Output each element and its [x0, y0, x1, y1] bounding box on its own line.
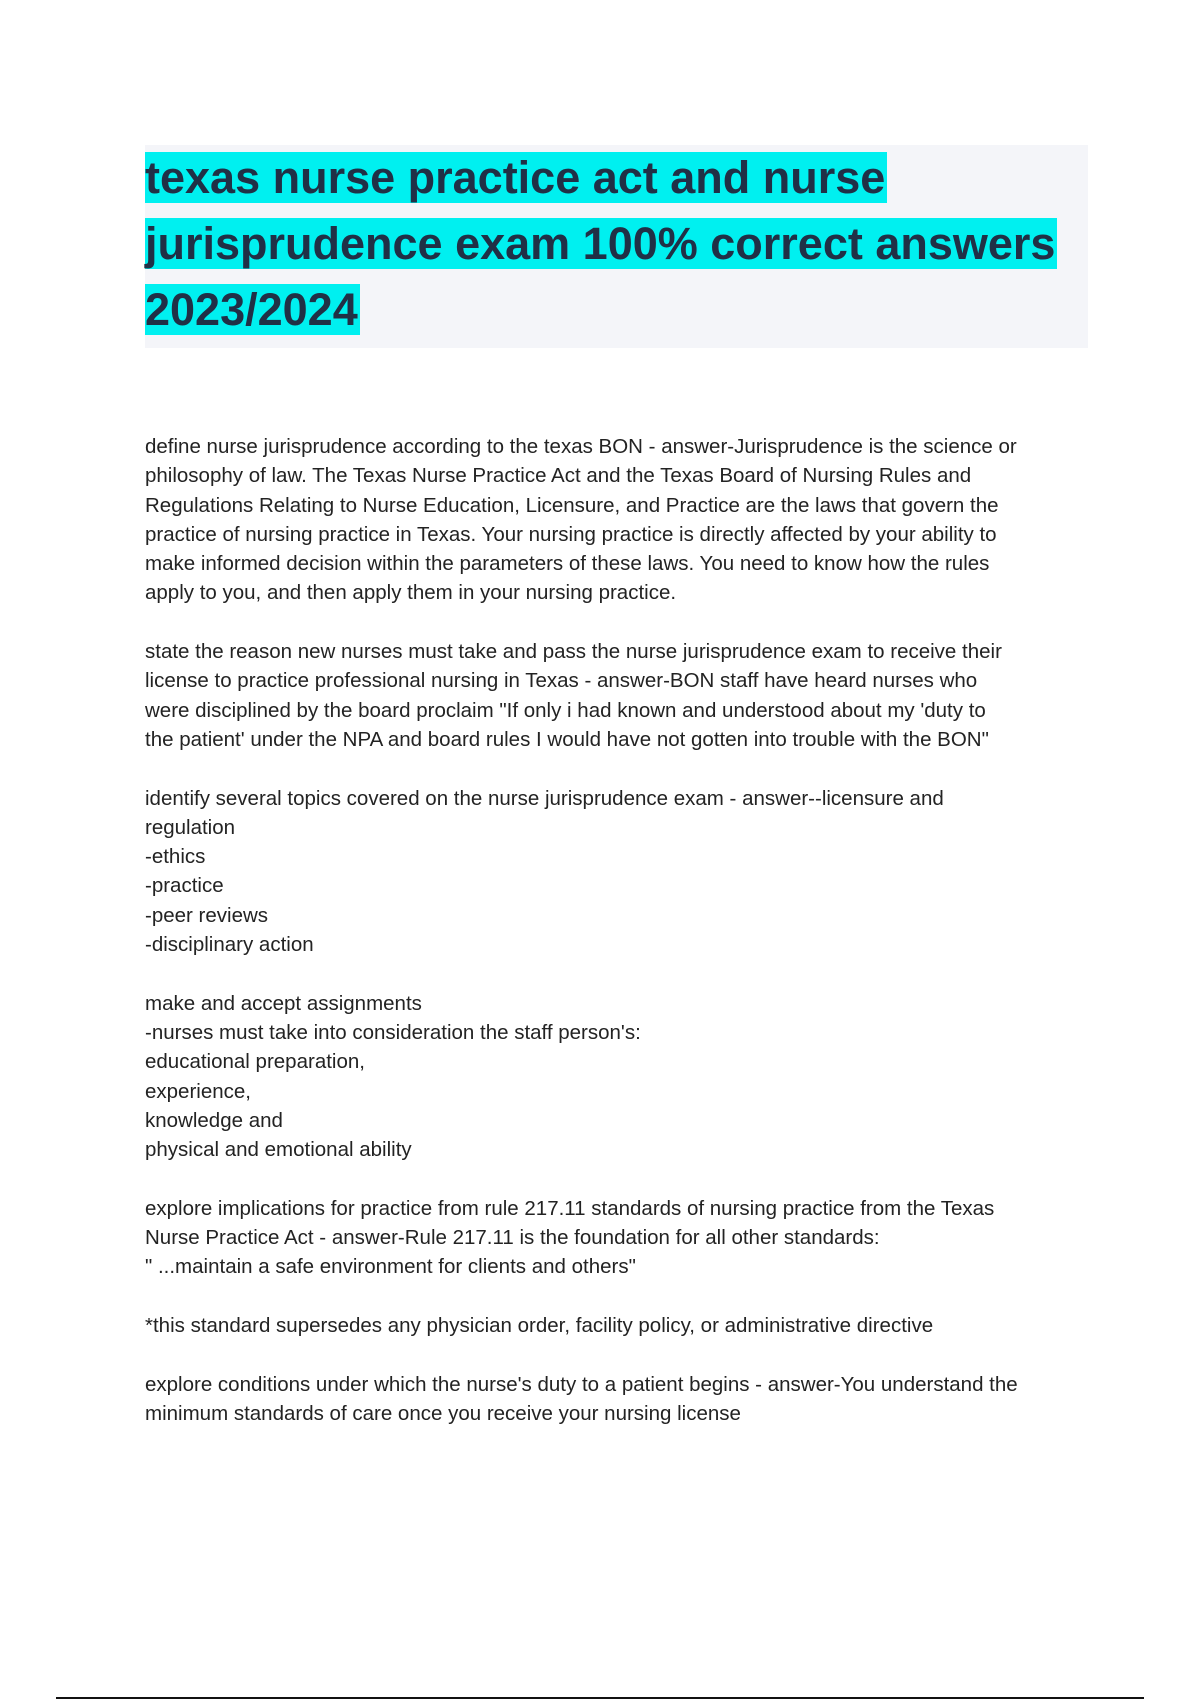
text-line: the patient' under the NPA and board rules I would have not gotten into trouble with the BON" [145, 727, 989, 751]
paragraph-rule-217-11 [145, 1194, 1095, 1282]
text-line: -nurses must take into consideration the staff person's: [145, 1020, 641, 1044]
list-item: knowledge and [145, 1108, 283, 1132]
paragraph-assignments [145, 989, 1095, 1165]
text-line: practice of nursing practice in Texas. Your nursing practice is directly affected by your ability to [145, 522, 997, 546]
text-line: state the reason new nurses must take and pass the nurse jurisprudence exam to receive their [145, 640, 1002, 664]
title-line-3: 2023/2024 [145, 284, 358, 335]
text-line: " ...maintain a safe environment for clients and others" [145, 1255, 636, 1279]
text-line: make and accept assignments [145, 991, 422, 1015]
paragraph-jurisprudence-definition [145, 432, 1095, 608]
text-line: minimum standards of care once you receive your nursing license [145, 1401, 741, 1425]
title-block [145, 145, 1088, 348]
list-item: -practice [145, 874, 224, 898]
document-body [145, 432, 1095, 1457]
list-item: physical and emotional ability [145, 1138, 412, 1162]
footer-divider [56, 1697, 1144, 1699]
list-item: -ethics [145, 845, 206, 869]
title-line-1: texas nurse practice act and nurse [145, 152, 886, 203]
list-item: -disciplinary action [145, 933, 314, 957]
text-line: identify several topics covered on the nurse jurisprudence exam - answer--licensure and [145, 786, 944, 810]
paragraph-duty-begins [145, 1370, 1095, 1429]
text-line: explore implications for practice from rule 217.11 standards of nursing practice from the Texas [145, 1196, 995, 1220]
text-line: license to practice professional nursing in Texas - answer-BON staff have heard nurses who [145, 669, 978, 693]
text-line: *this standard supersedes any physician order, facility policy, or administrative directive [145, 1313, 934, 1337]
title-line-2: jurisprudence exam 100% correct answers [145, 218, 1056, 269]
paragraph-exam-topics [145, 784, 1095, 960]
text-line: Nurse Practice Act - answer-Rule 217.11 is the foundation for all other standards: [145, 1226, 880, 1250]
text-line: philosophy of law. The Texas Nurse Practice Act and the Texas Board of Nursing Rules and [145, 464, 972, 488]
list-item: experience, [145, 1079, 251, 1103]
paragraph-exam-reason [145, 637, 1095, 754]
list-item: -peer reviews [145, 903, 269, 927]
text-line: Regulations Relating to Nurse Education, Licensure, and Practice are the laws that govern the [145, 493, 999, 517]
text-line: make informed decision within the parameters of these laws. You need to know how the rules [145, 552, 990, 576]
list-item: educational preparation, [145, 1050, 365, 1074]
text-line: define nurse jurisprudence according to the texas BON - answer-Jurisprudence is the science or [145, 435, 1017, 458]
text-line: regulation [145, 815, 236, 839]
page-title [145, 145, 1088, 343]
text-line: explore conditions under which the nurse's duty to a patient begins - answer-You understand the [145, 1372, 1018, 1396]
text-line: apply to you, and then apply them in your nursing practice. [145, 581, 677, 605]
text-line: were disciplined by the board proclaim "If only i had known and understood about my 'duty to [145, 698, 986, 722]
paragraph-standard-note [145, 1311, 1095, 1340]
